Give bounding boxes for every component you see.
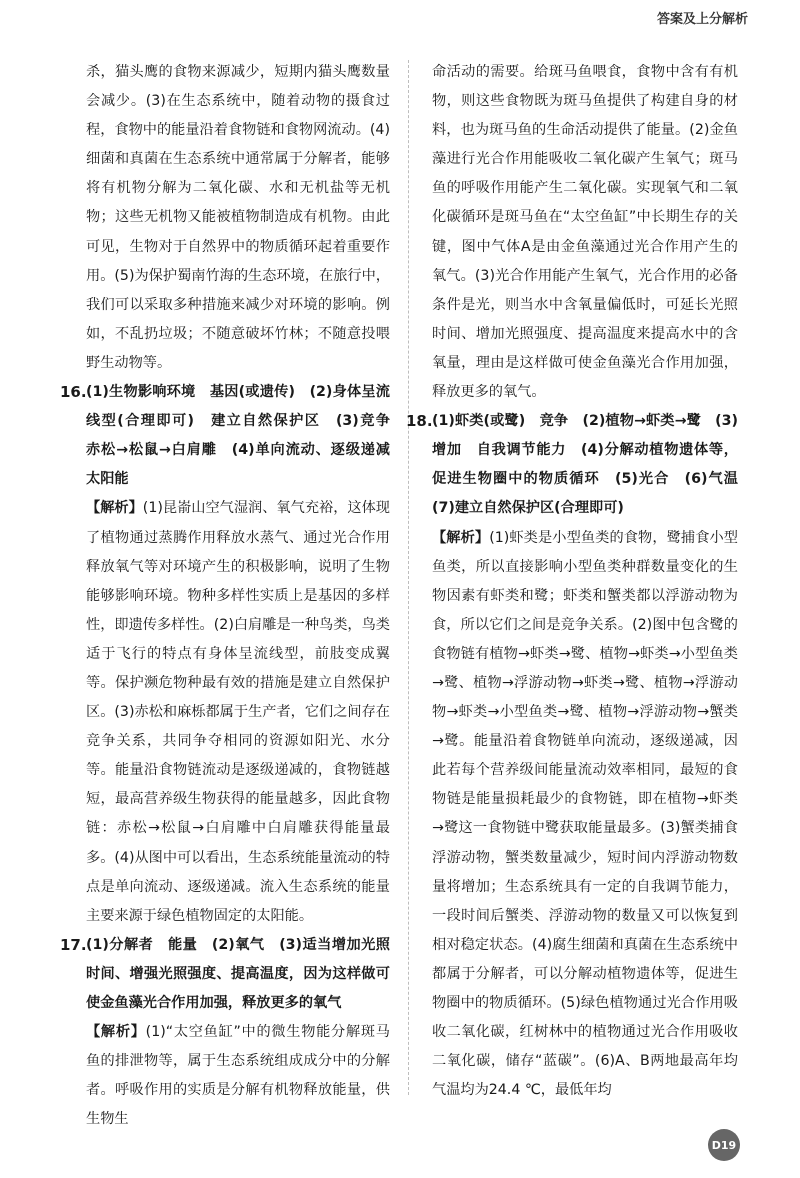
q17-analysis-text: (1)“太空鱼缸”中的微生物能分解斑马鱼的排泄物等，属于生态系统组成成分中的分解者。呼吸作用的实质是分解有机物释放能量，供生物生	[86, 1024, 390, 1128]
left-column	[60, 58, 405, 1134]
q17-analysis	[86, 1018, 390, 1134]
q17-answer-text: (1)分解者 能量 (2)氧气 (3)适当增加光照时间、增强光照强度、提高温度，因为这样做可使金鱼藻光合作用加强，释放更多的氧气	[86, 936, 390, 1011]
q16-analysis	[86, 494, 390, 930]
q15-continuation: 杀，猫头鹰的食物来源减少，短期内猫头鹰数量会减少。(3)在生态系统中，随着动物的摄食过程，食物中的能量沿着食物链和食物网流动。(4)细菌和真菌在生态系统中通常属于分解者，能够将有机物分解为二氧化碳、水和无机盐等无机物；这些无机物又能被植物制造成有机物。由此可见，生物对于自然界中的物质循环起着重要作用。(5)为保护蜀南竹海的生态环境，在旅行中，我们可以采取多种措施来减少对环境的影响。例如，不乱扔垃圾；不随意破坏竹林；不随意投喂野生动物等。	[86, 64, 390, 371]
q18-answer	[406, 407, 753, 523]
q18-analysis-tag: 【解析】	[432, 529, 490, 546]
q18-answer-text: (1)虾类(或鹭) 竞争 (2)植物→虾类→鹭 (3)增加 自我调节能力 (4)分解动植物遗体等，促进生物圈中的物质循环 (5)光合 (6)气温 (7)建立自然保护区(合理即可)	[432, 413, 753, 517]
q18-analysis-text: (1)虾类是小型鱼类的食物，鹭捕食小型鱼类，所以直接影响小型鱼类种群数量变化的生物因素有虾类和鹭；虾类和蟹类都以浮游动物为食，所以它们之间是竞争关系。(2)图中包含鹭的食物链有植物→虾类→鹭、植物→虾类→小型鱼类→鹭、植物→浮游动物→虾类→鹭、植物→浮游动物→虾类→小型鱼类→鹭、植物→浮游动物→蟹类→鹭。能量沿着食物链单向流动，逐级递减，因此若每个营养级间能量流动效率相同，最短的食物链是能量损耗最少的食物链，即在植物→虾类→鹭这一食物链中鹭获取能量最多。(3)蟹类捕食浮游动物，蟹类数量减少，短时间内浮游动物数量将增加；生态系统具有一定的自我调节能力，一段时间后蟹类、浮游动物的数量又可以恢复到相对稳定状态。(4)腐生细菌和真菌在生态系统中都属于分解者，可以分解动植物遗体等，促进生物圈中的物质循环。(5)绿色植物通过光合作用吸收二氧化碳，红树林中的植物通过光合作用吸收二氧化碳，储存“蓝碳”。(6)A、B两地最高年均气温均为24.4 ℃，最低年均	[432, 529, 738, 1099]
q16-number: 16.	[60, 383, 87, 402]
q16-analysis-tag: 【解析】	[86, 500, 143, 517]
q18-analysis	[432, 524, 738, 1106]
q16-answer-text: (1)生物影响环境 基因(或遗传) (2)身体呈流线型(合理即可) 建立自然保护区 (3)竞争 赤松→松鼠→白肩雕 (4)单向流动、逐级递减 太阳能	[86, 384, 405, 488]
q16-answer	[60, 378, 405, 494]
q17-analysis-tag: 【解析】	[86, 1024, 146, 1041]
q16-analysis-text: (1)昆嵛山空气湿润、氧气充裕，这体现了植物通过蒸腾作用释放水蒸气、通过光合作用释放氧气等对环境产生的积极影响，说明了生物能够影响环境。物种多样性实质上是基因的多样性，即遗传多样性。(2)白肩雕是一种鸟类，鸟类适于飞行的特点有身体呈流线型，前肢变成翼等。保护濒危物种最有效的措施是建立自然保护区。(3)赤松和麻栎都属于生产者，它们之间存在竞争关系，共同争夺相同的资源如阳光、水分等。能量沿食物链流动是逐级递减的，食物链越短，最高营养级生物获得的能量越多，因此食物链：赤松→松鼠→白肩雕中白肩雕获得能量最多。(4)从图中可以看出，生态系统能量流动的特点是单向流动、逐级递减。流入生态系统的能量主要来源于绿色植物固定的太阳能。	[86, 500, 390, 924]
page-number-badge: D19	[708, 1129, 740, 1161]
q17-number: 17.	[60, 935, 87, 954]
q17-answer	[60, 931, 390, 1018]
q17-analysis-continuation: 命活动的需要。给斑马鱼喂食，食物中含有有机物，则这些食物既为斑马鱼提供了构建自身的材料，也为斑马鱼的生命活动提供了能量。(2)金鱼藻进行光合作用能吸收二氧化碳产生氧气；斑马鱼的呼吸作用能产生二氧化碳。实现氧气和二氧化碳循环是斑马鱼在“太空鱼缸”中长期生存的关键，图中气体A是由金鱼藻通过光合作用产生的氧气。(3)光合作用能产生氧气，光合作用的必备条件是光，则当水中含氧量偏低时，可延长光照时间、增加光照强度、提高温度来提高水中的含氧量，理由是这样做可使金鱼藻光合作用加强，释放更多的氧气。	[432, 64, 738, 401]
q18-number: 18.	[406, 412, 433, 431]
right-column	[406, 58, 753, 1105]
running-header: 答案及上分解析	[656, 12, 748, 27]
column-divider	[408, 60, 409, 1095]
